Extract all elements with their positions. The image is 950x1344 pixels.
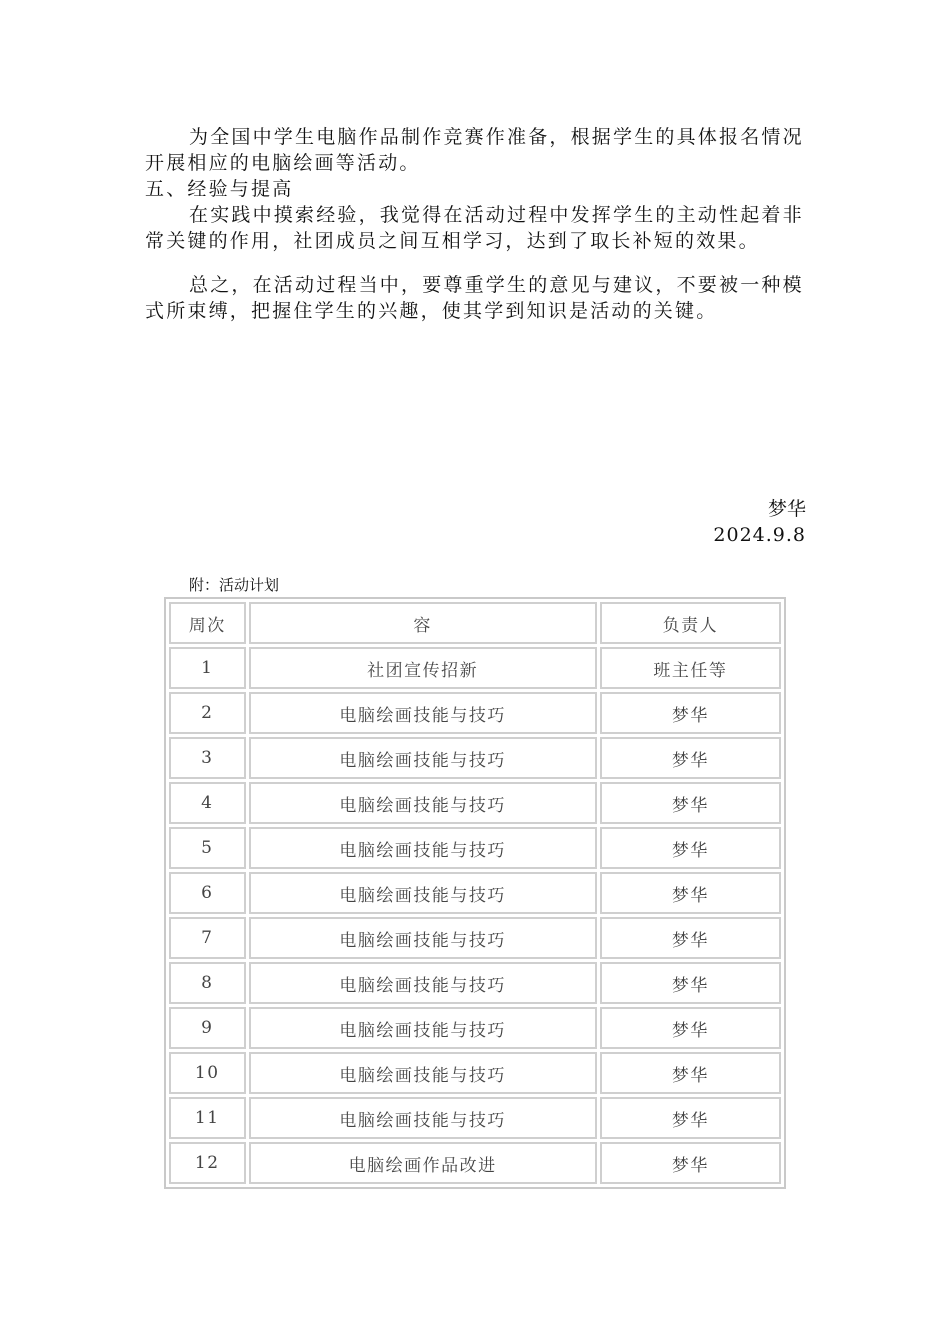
cell-owner: 梦华 (600, 1007, 781, 1049)
signature-name: 梦华 (767, 498, 806, 520)
cell-week: 2 (169, 692, 246, 734)
table-row (169, 872, 781, 914)
cell-week: 4 (169, 782, 246, 824)
table-row (169, 782, 781, 824)
table-row (169, 647, 781, 689)
table-row (169, 1142, 781, 1184)
cell-week: 3 (169, 737, 246, 779)
cell-week: 5 (169, 827, 246, 869)
cell-week: 12 (169, 1142, 246, 1184)
cell-owner: 梦华 (600, 692, 781, 734)
table-row (169, 1052, 781, 1094)
activity-plan-table (164, 597, 786, 1189)
cell-owner: 梦华 (600, 1052, 781, 1094)
table-row (169, 827, 781, 869)
cell-owner: 梦华 (600, 737, 781, 779)
table-row (169, 962, 781, 1004)
cell-week: 6 (169, 872, 246, 914)
cell-week: 9 (169, 1007, 246, 1049)
paragraph-experience: 在实践中摸索经验，我觉得在活动过程中发挥学生的主动性起着非常关键的作用，社团成员之间互相学习，达到了取长补短的效果。 (145, 204, 804, 252)
cell-owner: 梦华 (600, 917, 781, 959)
table-row (169, 692, 781, 734)
cell-owner: 梦华 (600, 872, 781, 914)
cell-content: 电脑绘画作品改进 (249, 1142, 597, 1184)
cell-owner: 梦华 (600, 782, 781, 824)
cell-owner: 梦华 (600, 1097, 781, 1139)
table-row (169, 737, 781, 779)
table-row (169, 917, 781, 959)
header-owner: 负责人 (600, 602, 781, 644)
paragraph-competition-prep: 为全国中学生电脑作品制作竞赛作准备，根据学生的具体报名情况开展相应的电脑绘画等活动。 (145, 126, 804, 174)
signature-date: 2024.9.8 (713, 524, 806, 546)
table-header-row (169, 602, 781, 644)
paragraph-conclusion: 总之，在活动过程当中，要尊重学生的意见与建议，不要被一种模式所束缚，把握住学生的兴趣，使其学到知识是活动的关键。 (145, 274, 804, 322)
cell-content: 电脑绘画技能与技巧 (249, 782, 597, 824)
appendix-label: 附：活动计划 (189, 576, 280, 594)
table-row (169, 1007, 781, 1049)
cell-owner: 梦华 (600, 827, 781, 869)
cell-content: 电脑绘画技能与技巧 (249, 872, 597, 914)
cell-content: 社团宣传招新 (249, 647, 597, 689)
cell-week: 10 (169, 1052, 246, 1094)
cell-week: 8 (169, 962, 246, 1004)
header-content: 容 (249, 602, 597, 644)
cell-owner: 梦华 (600, 1142, 781, 1184)
header-week: 周次 (169, 602, 246, 644)
cell-content: 电脑绘画技能与技巧 (249, 1007, 597, 1049)
cell-week: 11 (169, 1097, 246, 1139)
cell-content: 电脑绘画技能与技巧 (249, 917, 597, 959)
cell-week: 1 (169, 647, 246, 689)
table-row (169, 1097, 781, 1139)
cell-owner: 班主任等 (600, 647, 781, 689)
cell-week: 7 (169, 917, 246, 959)
cell-content: 电脑绘画技能与技巧 (249, 692, 597, 734)
section-heading-experience: 五、经验与提高 (145, 178, 294, 200)
cell-content: 电脑绘画技能与技巧 (249, 827, 597, 869)
cell-content: 电脑绘画技能与技巧 (249, 962, 597, 1004)
cell-content: 电脑绘画技能与技巧 (249, 1052, 597, 1094)
cell-content: 电脑绘画技能与技巧 (249, 737, 597, 779)
cell-owner: 梦华 (600, 962, 781, 1004)
cell-content: 电脑绘画技能与技巧 (249, 1097, 597, 1139)
